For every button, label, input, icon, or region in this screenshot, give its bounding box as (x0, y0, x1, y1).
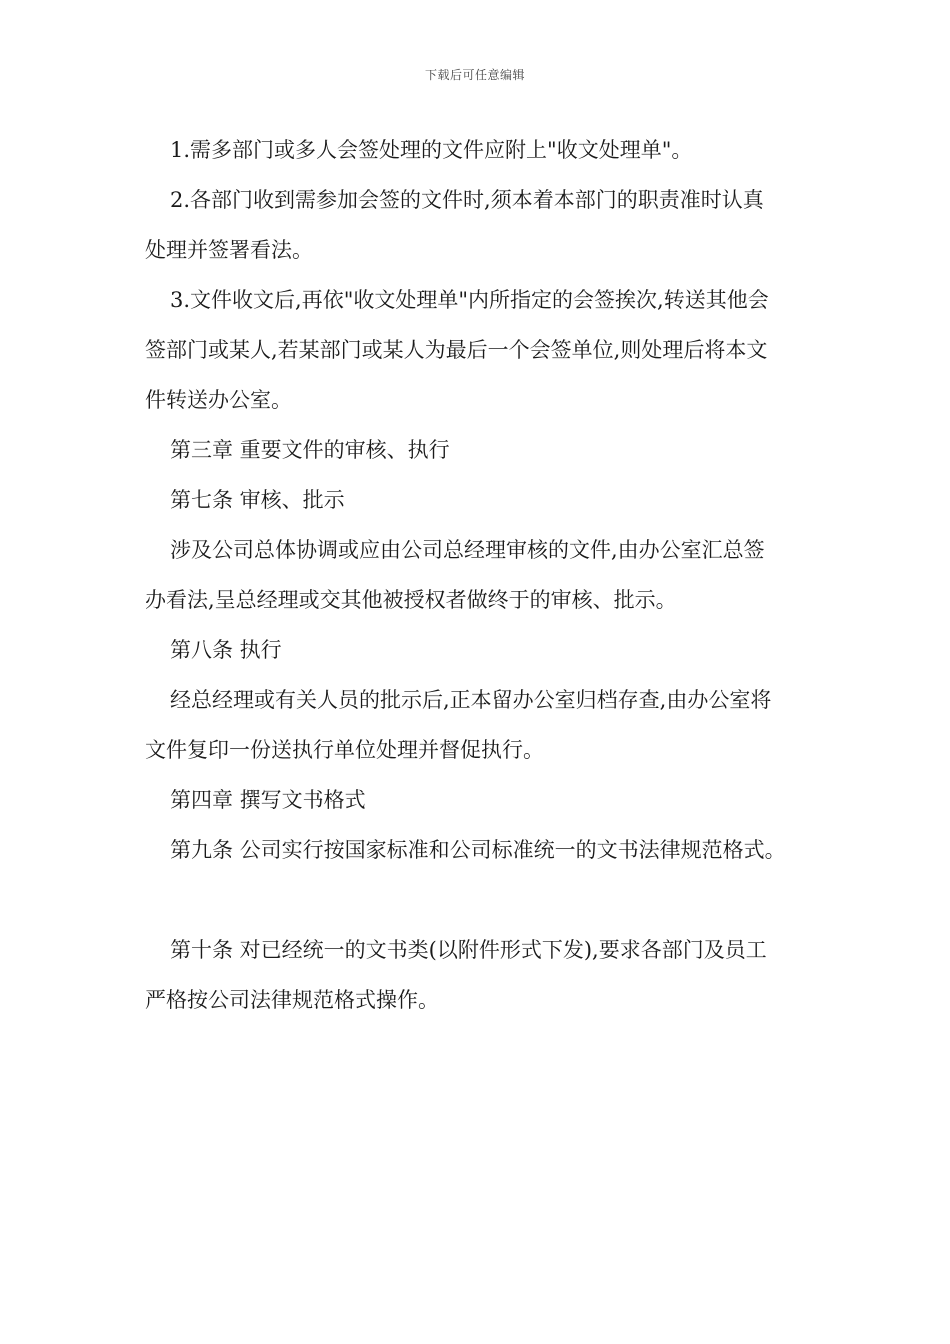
blank-line (145, 875, 817, 925)
document-body (145, 125, 817, 1025)
paragraph-3-line-1: 3.文件收文后,再依"收文处理单"内所指定的会签挨次,转送其他会 (170, 288, 769, 312)
article-8-line-1: 经总经理或有关人员的批示后,正本留办公室归档存查,由办公室将 (170, 688, 772, 712)
article-7-line-2: 办看法,呈总经理或交其他被授权者做终于的审核、批示。 (145, 588, 677, 612)
article-7-heading (145, 475, 817, 525)
article-7-line-1: 涉及公司总体协调或应由公司总经理审核的文件,由办公室汇总签 (170, 538, 765, 562)
paragraph-2-line-1: 2.各部门收到需参加会签的文件时,须本着本部门的职责准时认真 (170, 188, 764, 212)
paragraph-3-line-3: 件转送办公室。 (145, 388, 292, 412)
article-9-line-1: 第九条 公司实行按国家标准和公司标准统一的文书法律规范格式。 (170, 838, 786, 862)
paragraph-3-line-2: 签部门或某人,若某部门或某人为最后一个会签单位,则处理后将本文 (145, 338, 768, 362)
article-10-line-1: 第十条 对已经统一的文书类(以附件形式下发),要求各部门及员工 (170, 938, 767, 962)
article-8-body (145, 675, 817, 775)
article-8-line-2: 文件复印一份送执行单位处理并督促执行。 (145, 738, 544, 762)
paragraph-2-line-2: 处理并签署看法。 (145, 238, 313, 262)
article-7-body (145, 525, 817, 625)
paragraph-1 (145, 125, 817, 175)
chapter-4-heading (145, 775, 817, 825)
download-note: 下载后可任意编辑 (424, 68, 525, 82)
article-10 (145, 925, 817, 1025)
chapter-3-heading (145, 425, 817, 475)
paragraph-1-line-1: 1.需多部门或多人会签处理的文件应附上"收文处理单"。 (170, 138, 693, 162)
article-8-heading (145, 625, 817, 675)
paragraph-2 (145, 175, 817, 275)
chapter-4-title: 第四章 撰写文书格式 (170, 788, 366, 812)
article-7-title: 第七条 审核、批示 (170, 488, 345, 512)
paragraph-3 (145, 275, 817, 425)
article-8-title: 第八条 执行 (170, 638, 282, 662)
article-9 (145, 825, 817, 875)
chapter-3-title: 第三章 重要文件的审核、执行 (170, 438, 450, 462)
article-10-line-2: 严格按公司法律规范格式操作。 (145, 988, 439, 1012)
